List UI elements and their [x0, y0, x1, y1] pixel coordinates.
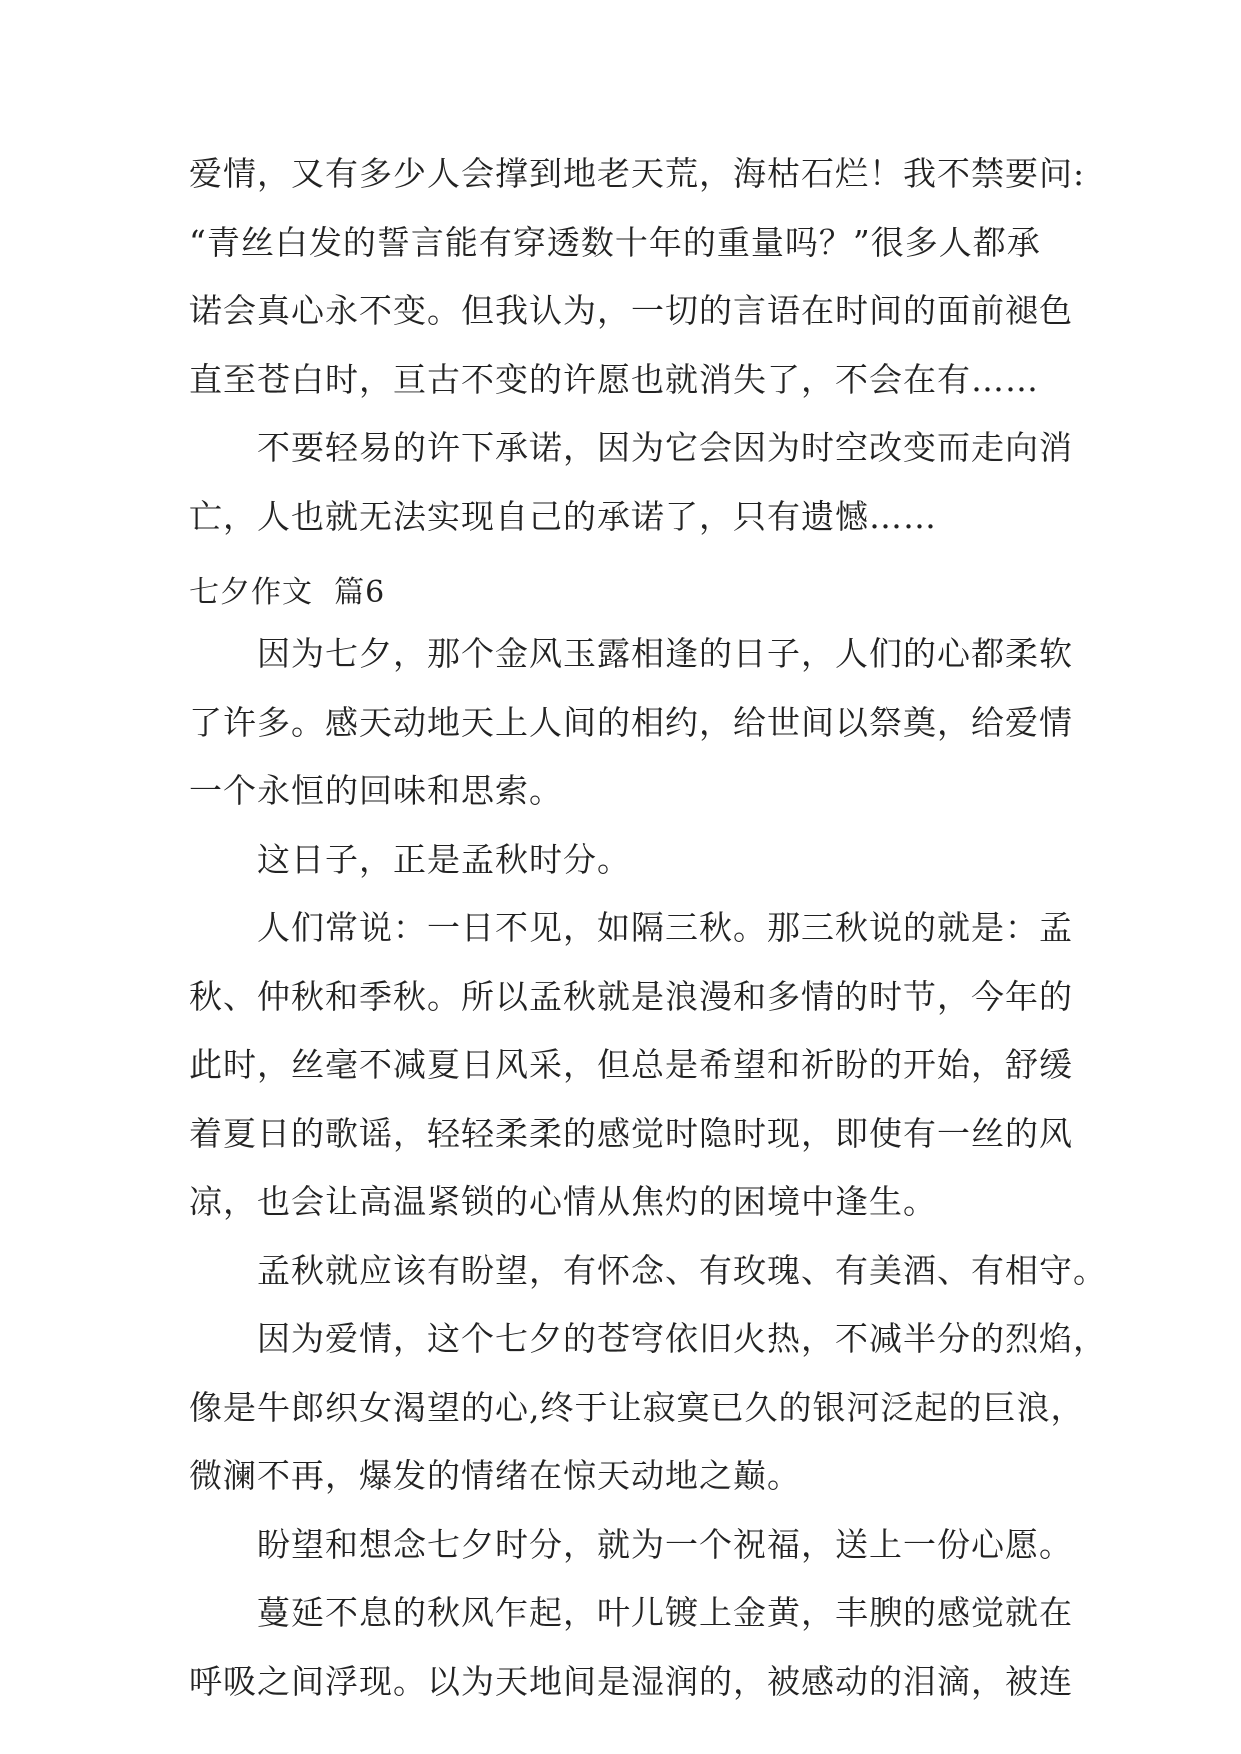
text-line: 直至苍白时，亘古不变的许愿也就消失了，不会在有…… [189, 359, 1039, 399]
text-line: 诺会真心永不变。但我认为，一切的言语在时间的面前褪色 [189, 291, 1073, 330]
text-line: 盼望和想念七夕时分，就为一个祝福，送上一份心愿。 [257, 1524, 1073, 1564]
text-line: 人们常说：一日不见，如隔三秋。那三秋说的就是：孟 [257, 908, 1073, 947]
continued-paragraph [189, 140, 1086, 551]
text-line: 凉，也会让高温紧锁的心情从焦灼的困境中逢生。 [189, 1182, 937, 1221]
text-line: “青丝白发的誓言能有穿透数十年的重量吗？”很多人都承 [189, 222, 1041, 262]
essay-body [189, 620, 1107, 1716]
text-line: 一个永恒的回味和思索。 [189, 771, 563, 810]
text-line: 蔓延不息的秋风乍起，叶儿镀上金黄，丰腴的感觉就在 [257, 1593, 1073, 1632]
text-line: 因为七夕，那个金风玉露相逢的日子，人们的心都柔软 [257, 634, 1073, 673]
text-line: 孟秋就应该有盼望，有怀念、有玫瑰、有美酒、有相守。 [257, 1250, 1107, 1290]
text-line: 了许多。感天动地天上人间的相约，给世间以祭奠，给爱情 [189, 702, 1073, 742]
text-line: 此时，丝毫不减夏日风采，但总是希望和祈盼的开始，舒缓 [189, 1045, 1073, 1084]
section-heading: 七夕作文 篇6 [189, 575, 386, 610]
text-line: 亡，人也就无法实现自己的承诺了，只有遗憾…… [189, 496, 937, 536]
text-line: 秋、仲秋和季秋。所以孟秋就是浪漫和多情的时节，今年的 [189, 976, 1073, 1016]
text-line: 呼吸之间浮现。以为天地间是湿润的，被感动的泪滴，被连 [189, 1661, 1073, 1701]
text-line: 像是牛郎织女渴望的心,终于让寂寞已久的银河泛起的巨浪， [189, 1387, 1085, 1427]
text-line: 这日子，正是孟秋时分。 [257, 839, 631, 879]
text-line: 着夏日的歌谣，轻轻柔柔的感觉时隐时现，即使有一丝的风 [189, 1113, 1073, 1153]
text-line: 因为爱情，这个七夕的苍穹依旧火热，不减半分的烈焰， [257, 1319, 1107, 1358]
text-line: 爱情，又有多少人会撑到地老天荒，海枯石烂！我不禁要问: [189, 154, 1086, 193]
text-line: 不要轻易的许下承诺，因为它会因为时空改变而走向消 [257, 428, 1073, 467]
text-line: 微澜不再，爆发的情绪在惊天动地之巅。 [189, 1456, 801, 1495]
